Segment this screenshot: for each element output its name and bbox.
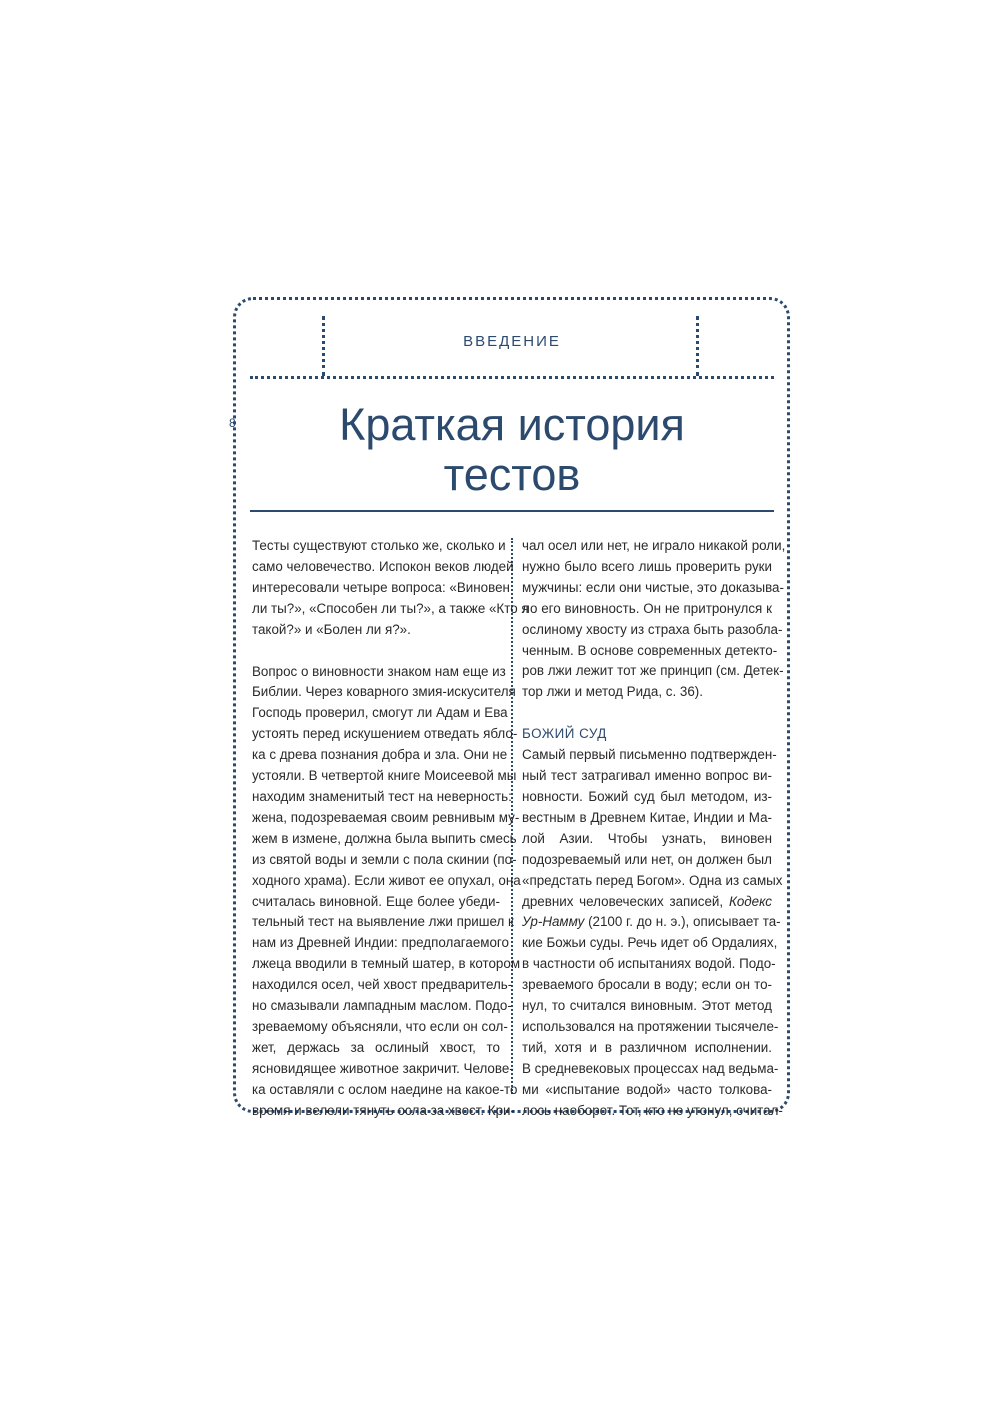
text-line: жет, держась за ослиный хвост, то xyxy=(252,1039,500,1055)
title-line-1: Краткая история xyxy=(339,399,685,450)
text-line: подозреваемый или нет, он должен был xyxy=(522,851,772,867)
paragraph-break xyxy=(252,641,500,662)
text-line: Вопрос о виновности знаком нам еще из xyxy=(252,663,506,679)
text-line: нужно было всего лишь проверить руки xyxy=(522,558,772,574)
subheading: БОЖИЙ СУД xyxy=(522,726,607,742)
text-line: тий, хотя и в различном исполнении. xyxy=(522,1039,772,1055)
text-line: зреваемого бросали в воду; если он то- xyxy=(522,977,772,993)
text-line: в частности об испытаниях водой. Подо- xyxy=(522,956,776,972)
text-line: нул, то считался виновным. Этот метод xyxy=(522,998,772,1014)
text-line: ослиному хвосту из страха быть разобла- xyxy=(522,621,783,637)
text-line: но смазывали лампадным маслом. Подо- xyxy=(252,998,512,1014)
text-line: вестным в Древнем Китае, Индии и Ма- xyxy=(522,809,772,825)
text-line: находился осел, чей хвост предваритель- xyxy=(252,977,513,993)
text-line: считалась виновной. Еще более убеди- xyxy=(252,893,500,909)
italic-title-1: Кодекс xyxy=(728,893,772,909)
header-divider-left xyxy=(322,316,325,376)
text-line: ка оставляли с ослом наедине на какое-то xyxy=(252,1081,518,1097)
text-line: ли ты?», «Способен ли ты?», а также «Кто я xyxy=(252,600,529,616)
text-line: лжеца вводили в темный шатер, в котором xyxy=(252,956,521,972)
text-line: ров лжи лежит тот же принцип (см. Детек- xyxy=(522,663,784,679)
text-line: время и велели тянуть осла за хвост. Кри- xyxy=(252,1102,515,1118)
text-line: ченным. В основе современных детекто- xyxy=(522,642,778,658)
text-line: находим знаменитый тест на неверность: xyxy=(252,788,512,804)
text-line: из святой воды и земли с пола скинии (по- xyxy=(252,851,517,867)
text-line: Библии. Через коварного змия-искусителя xyxy=(252,684,516,700)
text-line: нам из Древней Индии: предполагаемого xyxy=(252,935,509,951)
text-line: чал осел или нет, не играло никакой роли, xyxy=(522,538,786,553)
text-line: ходного храма). Если живот ее опухал, она xyxy=(252,872,521,888)
text-line: В средневековых процессах над ведьма- xyxy=(522,1060,779,1076)
text-line: лой Азии. Чтобы узнать, виновен xyxy=(522,830,772,846)
text-line: кие Божьи суды. Речь идет об Ордалиях, xyxy=(522,935,778,951)
text-line: Тесты существуют столько же, сколько и xyxy=(252,538,506,553)
left-column xyxy=(252,536,529,1121)
text-line: использовался на протяжении тысячеле- xyxy=(522,1018,779,1034)
line-with-italic-2: Ур-Намму (2100 г. до н. э.), описывает та- xyxy=(522,914,781,930)
text-line: тор лжи и метод Рида, с. 36). xyxy=(522,684,703,700)
text-line: зреваемому объясняли, что если он сол- xyxy=(252,1018,508,1034)
text-line: устояли. В четвертой книге Моисеевой мы xyxy=(252,768,517,784)
text-line: ясновидящее животное закричит. Челове- xyxy=(252,1060,514,1076)
text-line: жена, подозреваемая своим ревнивым му- xyxy=(252,809,520,825)
text-line: ми «испытание водой» часто толкова- xyxy=(522,1081,772,1097)
title-rule xyxy=(250,510,774,512)
text-line: Господь проверил, смогут ли Адам и Ева xyxy=(252,705,508,721)
right-column xyxy=(522,536,786,1121)
line-with-italic-1: древних человеческих записей, Кодекс xyxy=(522,893,772,909)
text-line: Самый первый письменно подтвержден- xyxy=(522,747,777,763)
text-line: тельный тест на выявление лжи пришел к xyxy=(252,914,514,930)
right-column-intro xyxy=(522,536,786,703)
text-line: ка с древа познания добра и зла. Они не xyxy=(252,747,508,763)
text-line: «предстать перед Богом». Одна из самых xyxy=(522,872,783,888)
chapter-title xyxy=(250,400,774,500)
text-line: ло его виновность. Он не притронулся к xyxy=(522,600,772,616)
header-dotted-rule xyxy=(250,376,774,379)
text-line: мужчины: если они чистые, это доказыва- xyxy=(522,579,784,595)
title-line-2: тестов xyxy=(443,449,581,500)
right-column-paragraph-a xyxy=(522,745,783,891)
page-number: 8 xyxy=(229,416,236,430)
text-line: жем в измене, должна была выпить смесь xyxy=(252,830,517,846)
text-line: ный тест затрагивал именно вопрос ви- xyxy=(522,768,772,784)
section-label: ВВЕДЕНИЕ xyxy=(463,333,561,350)
right-column-paragraph-b xyxy=(522,933,783,1121)
text-line: такой?» и «Болен ли я?». xyxy=(252,621,411,637)
text-line: лось наоборот. Тот, кто не утонул, считал- xyxy=(522,1102,783,1118)
text-line: само человечество. Испокон веков людей xyxy=(252,558,514,574)
text-line: новности. Божий суд был методом, из- xyxy=(522,788,772,804)
text-line: устоять перед искушением отведать ябло- xyxy=(252,726,518,742)
text-line: интересовали четыре вопроса: «Виновен xyxy=(252,579,510,595)
italic-title-2: Ур-Намму xyxy=(522,914,585,930)
